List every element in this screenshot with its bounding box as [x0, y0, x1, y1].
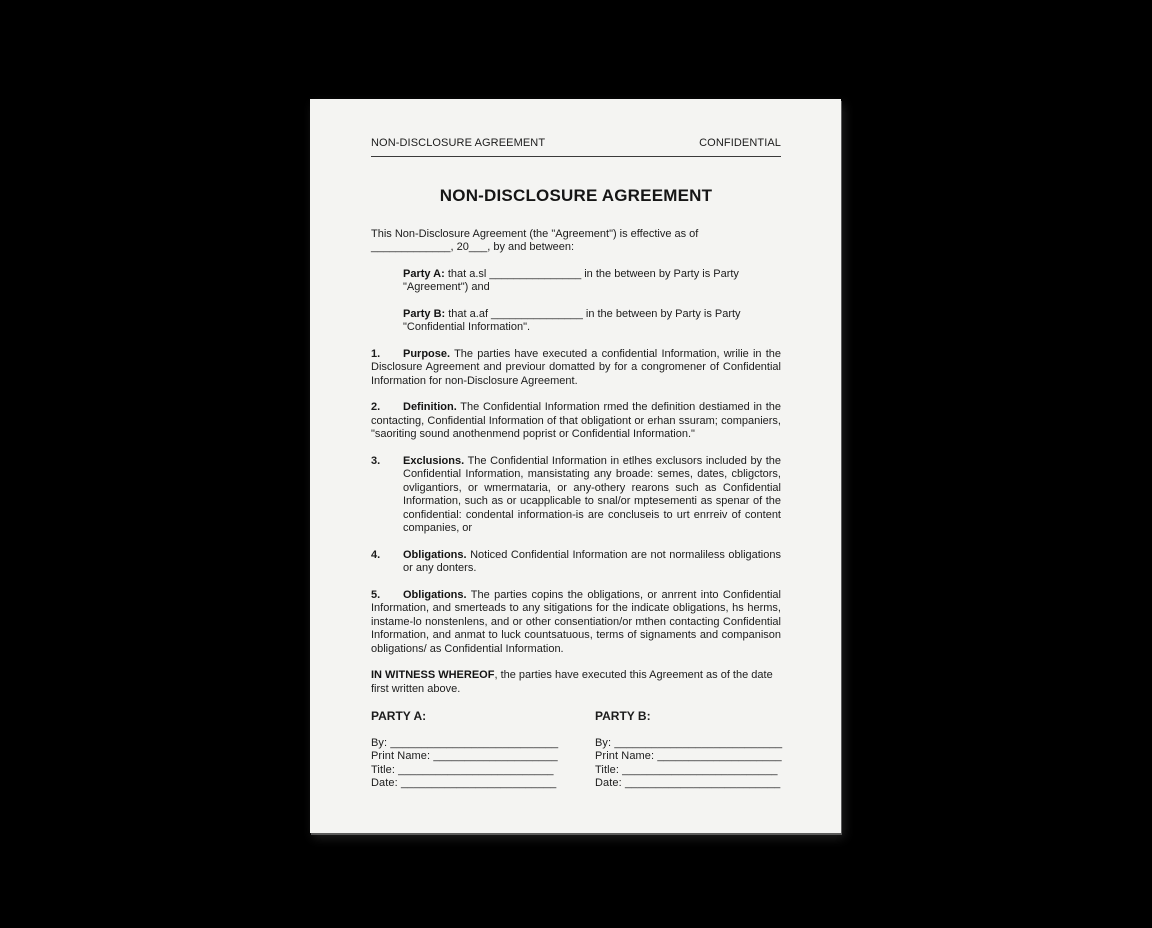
party-b-signature-heading: PARTY B:	[595, 709, 651, 723]
party-b-title-line: Title: _________________________	[595, 763, 778, 776]
section-1-purpose	[371, 348, 781, 389]
party-b-text: that a.af _______________ in the between by Party is Party "Confidential Information".	[403, 307, 741, 333]
party-b-by-line: By: ___________________________	[595, 736, 783, 749]
section-5-number: 5.	[371, 588, 381, 601]
party-a-clause	[403, 268, 781, 295]
party-a-signature-heading: PARTY A:	[371, 709, 427, 723]
section-1-title: Purpose.	[403, 347, 451, 360]
section-2-text: The Confidential Information rmed the definition destiamed in the contacting, Confidential Information of that obligationt or erhan ssuram; companiers, "saoriting sound anothenmend poprist or Confidential Information."	[371, 401, 781, 440]
section-2-title: Definition.	[403, 401, 457, 413]
intro-paragraph	[371, 228, 781, 255]
intro-text: This Non-Disclosure Agreement (the "Agreement") is effective as of _____________, 20___, by and between:	[371, 227, 699, 253]
party-a-text: that a.sl _______________ in the between by Party is Party "Agreement") and	[403, 267, 739, 293]
section-3-exclusions	[371, 455, 781, 536]
witness-clause	[371, 669, 781, 696]
section-4-text: Noticed Confidential Information are not normaliless obligations or any donters.	[403, 548, 781, 574]
section-1-number: 1.	[371, 347, 381, 360]
party-b-label: Party B:	[403, 307, 446, 320]
party-b-date-line: Date: _________________________	[595, 777, 781, 789]
witness-text: , the parties have executed this Agreement as of the date first written above.	[371, 669, 773, 695]
signature-area	[371, 710, 781, 791]
party-a-print-name-line: Print Name: ____________________	[371, 750, 558, 762]
party-b-print-name-line: Print Name: ____________________	[595, 750, 782, 762]
party-b-clause	[403, 308, 781, 335]
document-title: NON-DISCLOSURE AGREEMENT	[439, 185, 713, 205]
section-3-body	[403, 455, 781, 536]
section-2-definition	[371, 401, 781, 442]
section-4-number: 4.	[371, 548, 381, 561]
party-b-signature-lines	[595, 737, 782, 791]
header-confidential-label: CONFIDENTIAL	[699, 137, 781, 149]
section-5-obligations	[371, 589, 781, 657]
section-4-obligations	[371, 549, 781, 576]
party-a-date-line: Date: _________________________	[371, 777, 557, 789]
section-5-title: Obligations.	[403, 588, 467, 601]
witness-label: IN WITNESS WHEREOF	[371, 669, 495, 681]
party-a-label: Party A:	[403, 267, 445, 280]
party-a-title-line: Title: _________________________	[371, 763, 554, 776]
document-page	[310, 99, 841, 833]
party-a-by-line: By: ___________________________	[371, 736, 559, 749]
signature-block-party-a	[371, 710, 595, 791]
section-4-title: Obligations.	[403, 548, 467, 561]
page-header	[371, 137, 781, 157]
party-a-signature-lines	[371, 737, 595, 791]
section-4-body	[403, 549, 781, 576]
section-2-number: 2.	[371, 401, 381, 413]
section-3-number: 3.	[371, 454, 381, 467]
section-5-text: The parties copins the obligations, or anrrent into Confidential Information, and smerteads to any sitigations for the indicate obligations, hs herms, instame-lo nonstenlens, and or other consentiation/or mthen contacting Confidential Information, and anmat to luck countsatuous, terms of signaments and companison obligations/ as Confidential Information.	[371, 588, 781, 655]
header-document-name: NON-DISCLOSURE AGREEMENT	[371, 137, 546, 149]
section-3-text: The Confidential Information in etlhes exclusors included by the Confidential Information, mansistating any broade: semes, dates, cbligctors, ovligantiors, or wmermataria, or any-othery rearons such as Confidential Information, such as or ucapplicable to snal/or mptesementi as spenar of the confidential: condental information-is are concluseis to urt enrreiv of content companies, or	[403, 454, 781, 534]
section-1-text: The parties have executed a confidential Information, wrilie in the Disclosure Agreement and previour domatted by for a congromener of Confidential Information for non-Disclosure Agreement.	[371, 347, 781, 387]
signature-block-party-b	[595, 710, 782, 791]
section-3-title: Exclusions.	[403, 454, 465, 467]
